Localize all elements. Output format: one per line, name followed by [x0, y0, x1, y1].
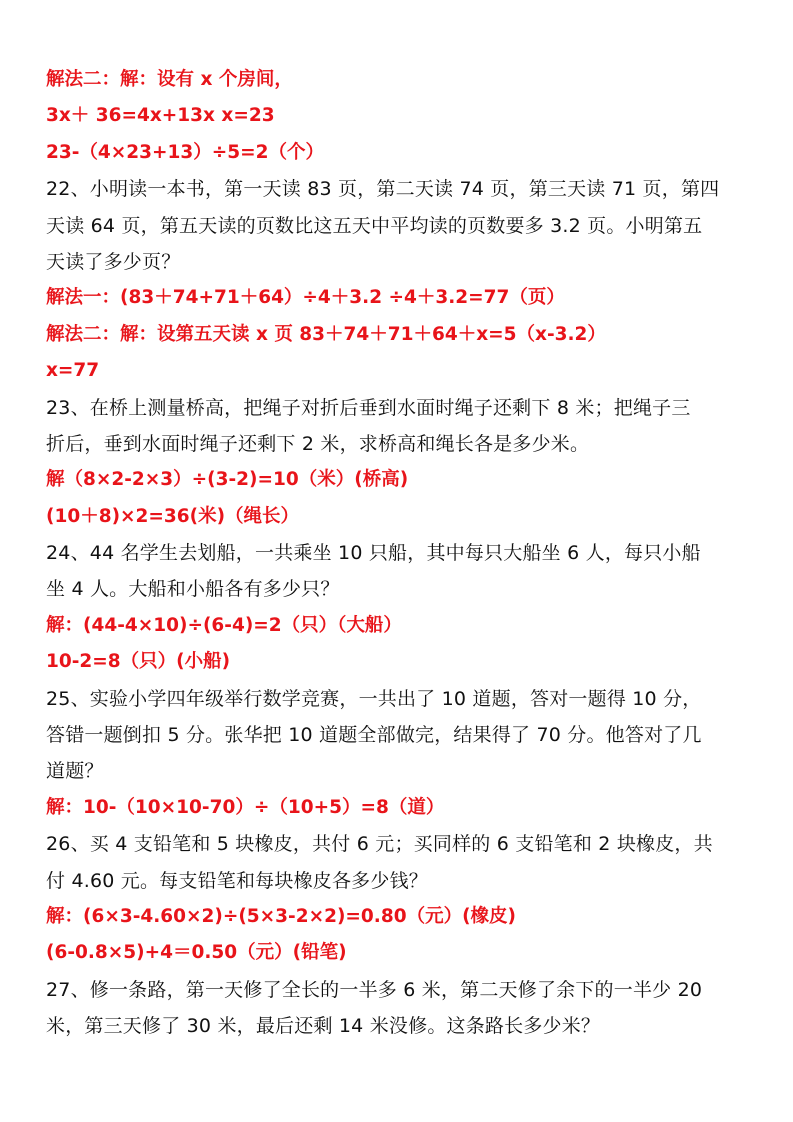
question-22-line: 天读了多少页？: [46, 250, 181, 273]
answer-24-small-boats: 10-2=8（只）(小船): [46, 651, 231, 673]
answer-line: 3x＋ 36=4x+13x x=23: [46, 105, 275, 127]
question-25-line: 25、实验小学四年级举行数学竞赛，一共出了 10 道题，答对一题得 10 分，: [46, 687, 702, 710]
answer-24-big-boats: 解：(44-4×10)÷(6-4)=2（只）（大船）: [46, 614, 402, 636]
question-25-line: 道题？: [46, 760, 104, 783]
question-26-line: 26、买 4 支铅笔和 5 块橡皮，共付 6 元；买同样的 6 支铅笔和 2 块橡皮，共: [46, 833, 713, 856]
question-27-line: 27、修一条路，第一天修了全长的一半多 6 米，第二天修了余下的一半少 20: [46, 978, 703, 1001]
question-22-line: 天读 64 页，第五天读的页数比这五天中平均读的页数要多 3.2 页。小明第五: [46, 214, 703, 237]
answer-25: 解：10-（10×10-70）÷（10+5）=8（道）: [46, 796, 445, 818]
answer-23-bridge-height: 解（8×2-2×3）÷(3-2)=10（米）(桥高): [46, 469, 409, 491]
question-23-line: 23、在桥上测量桥高，把绳子对折后垂到水面时绳子还剩下 8 米；把绳子三: [46, 396, 691, 419]
answer-22-method-2: 解法二：解：设第五天读 x 页 83＋74＋71＋64＋x=5（x-3.2）: [46, 323, 606, 345]
question-23-line: 折后，垂到水面时绳子还剩下 2 米，求桥高和绳长各是多少米。: [46, 432, 590, 455]
question-22-line: 22、小明读一本书，第一天读 83 页，第二天读 74 页，第三天读 71 页，第四: [46, 178, 720, 201]
question-24-line: 坐 4 人。大船和小船各有多少只？: [46, 578, 340, 601]
question-26-line: 付 4.60 元。每支铅笔和每块橡皮各多少钱？: [46, 869, 428, 892]
document-page: [46, 62, 756, 1045]
question-25-line: 答错一题倒扣 5 分。张华把 10 道题全部做完，结果得了 70 分。他答对了几: [46, 724, 702, 747]
answer-line: 23-（4×23+13）÷5=2（个）: [46, 141, 325, 163]
answer-26-pencil: (6-0.8×5)+4＝0.50（元）(铅笔): [46, 942, 347, 964]
answer-line: 解法二：解：设有 x 个房间，: [46, 69, 293, 90]
question-24-line: 24、44 名学生去划船，一共乘坐 10 只船，其中每只大船坐 6 人，每只小船: [46, 542, 701, 565]
answer-22-method-1: 解法一：(83＋74+71＋64）÷4＋3.2 ÷4＋3.2=77（页）: [46, 287, 565, 309]
answer-22-result: x=77: [46, 360, 100, 382]
answer-26-eraser: 解：(6×3-4.60×2)÷(5×3-2×2)=0.80（元）(橡皮): [46, 905, 516, 927]
question-27-line: 米，第三天修了 30 米，最后还剩 14 米没修。这条路长多少米？: [46, 1015, 601, 1038]
answer-23-rope-length: (10＋8)×2=36(米)（绳长）: [46, 505, 300, 527]
